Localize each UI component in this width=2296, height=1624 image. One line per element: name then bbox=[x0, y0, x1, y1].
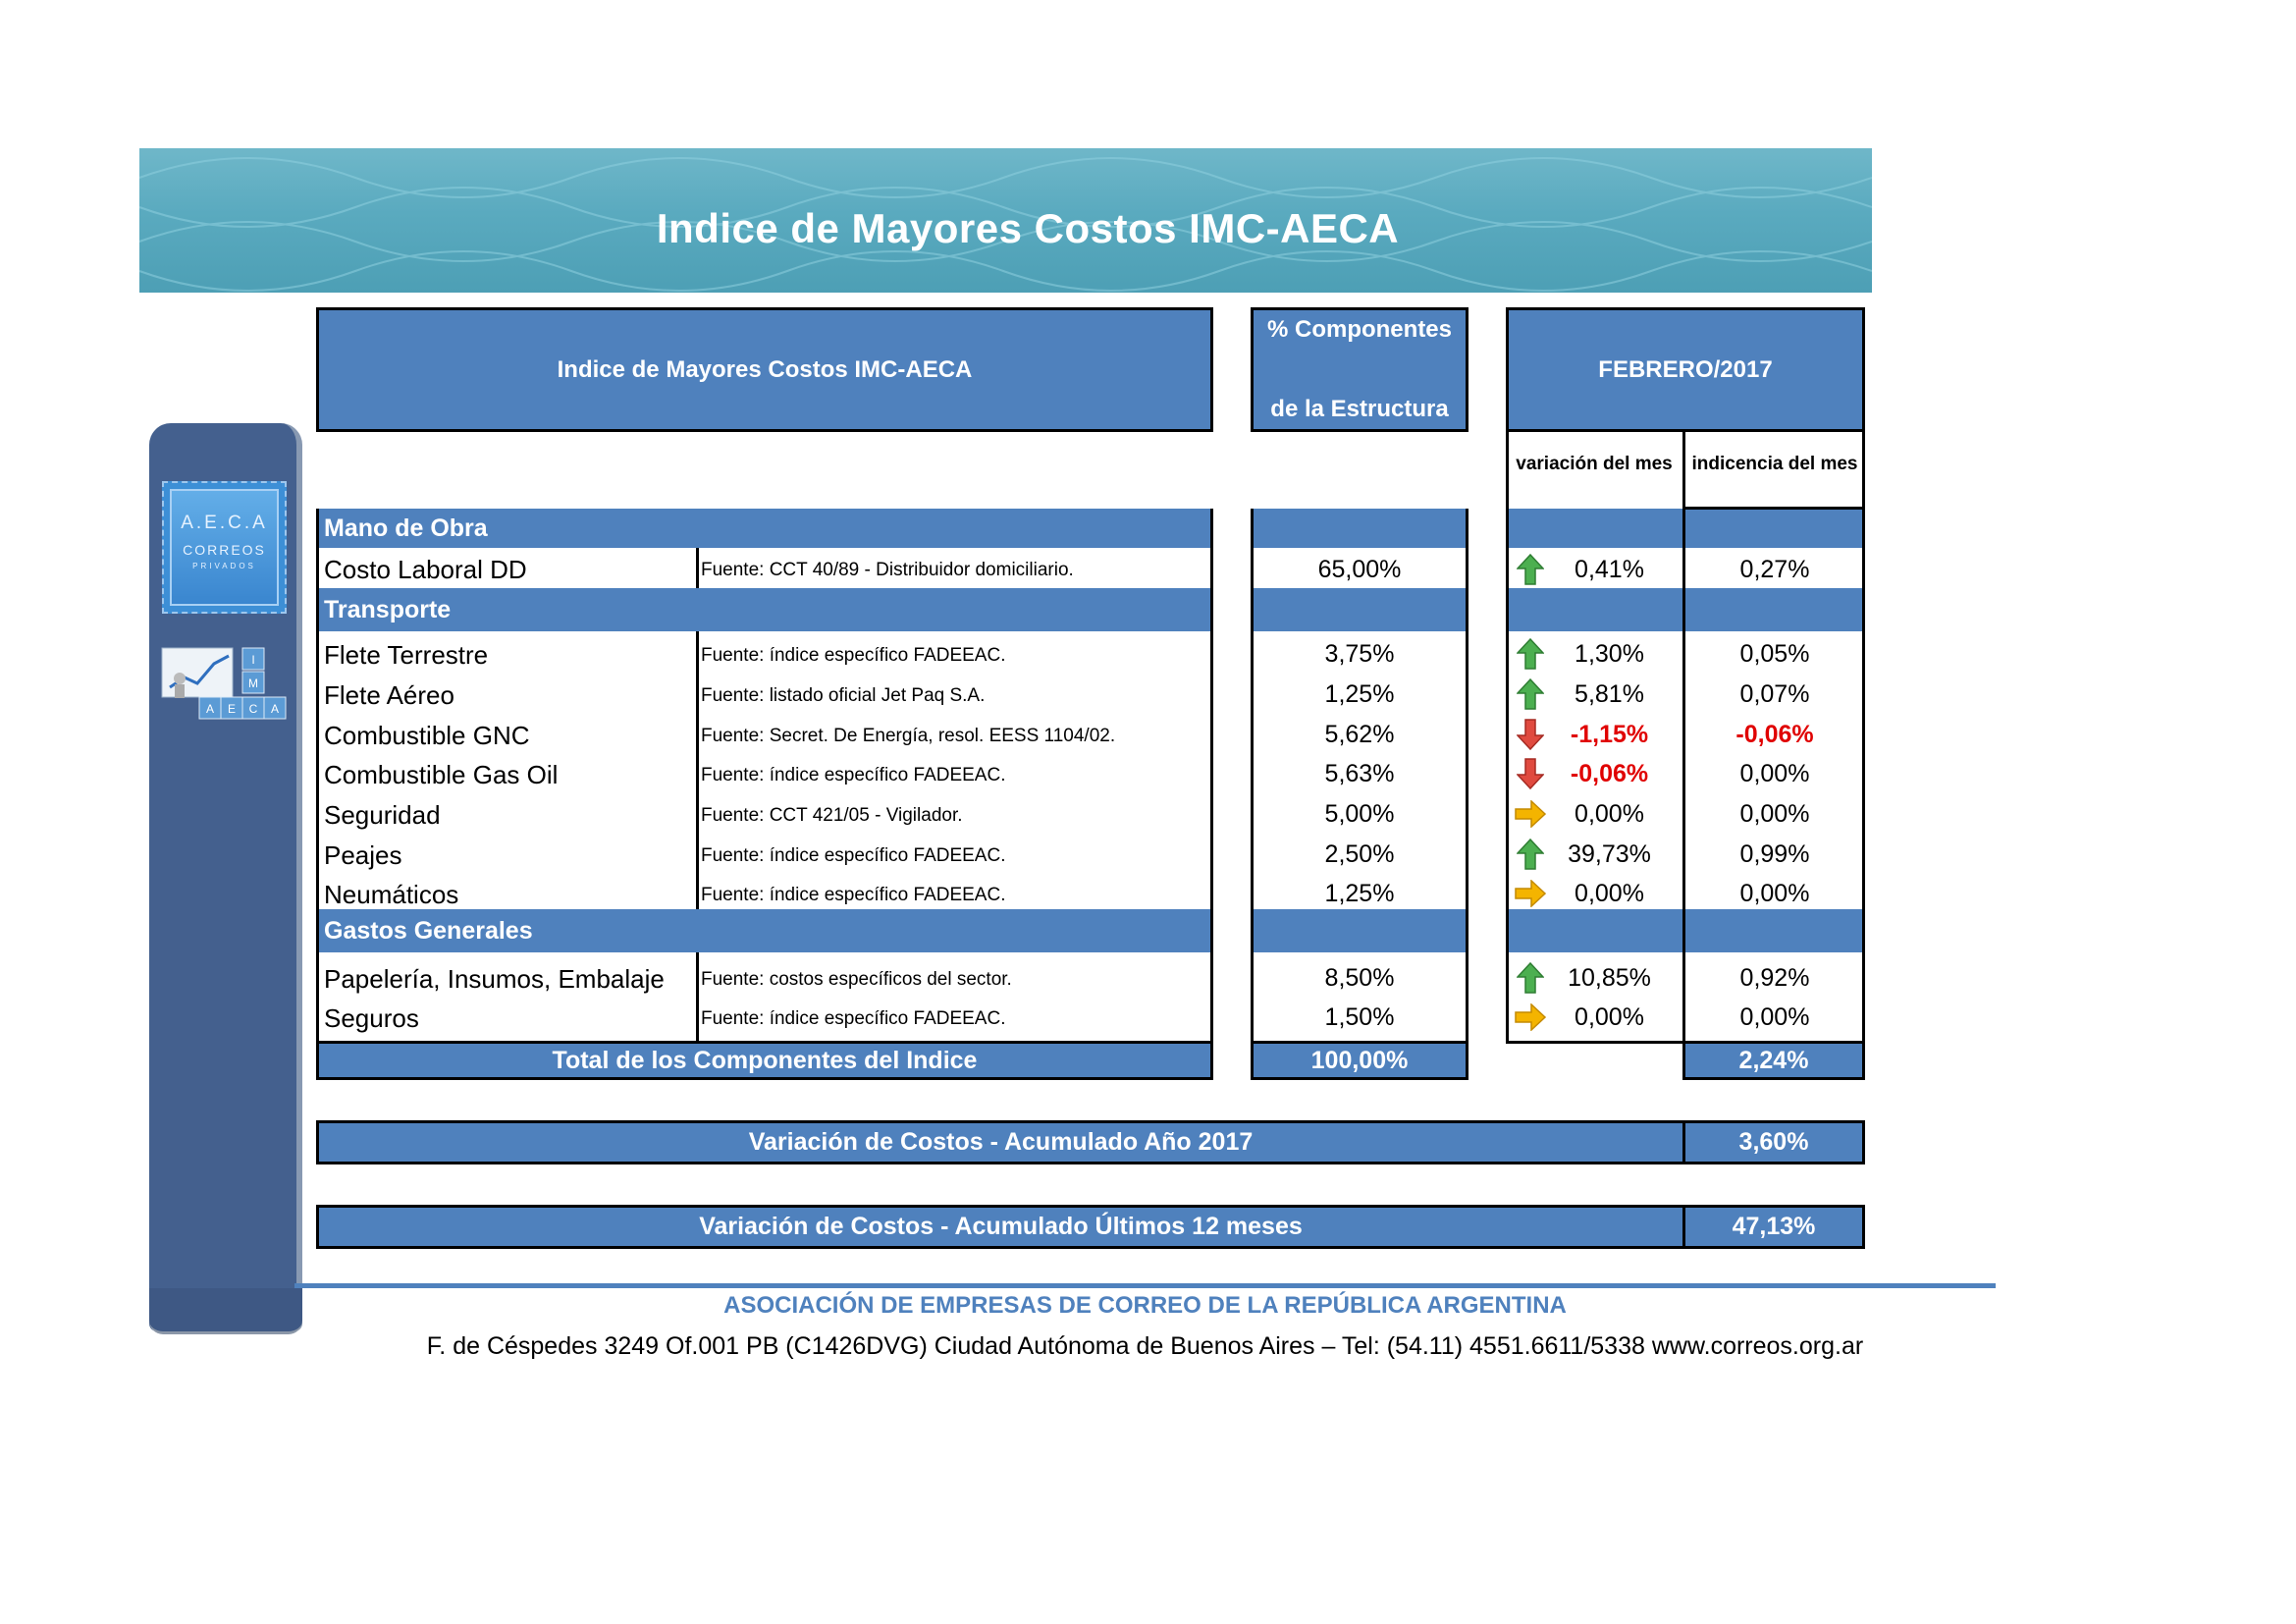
arrow-up-icon bbox=[1517, 962, 1544, 994]
row-name: Peajes bbox=[324, 840, 402, 870]
aeca-logo-privados: PRIVADOS bbox=[192, 562, 256, 570]
row-incidencia: 0,07% bbox=[1739, 680, 1810, 708]
row-incidencia: 0,05% bbox=[1739, 640, 1810, 668]
total-pct-cell bbox=[1251, 1041, 1468, 1080]
row-source: Fuente: Secret. De Energía, resol. EESS 1104/02. bbox=[701, 726, 1116, 746]
row-variacion: 0,00% bbox=[1575, 800, 1644, 828]
imaeca-logo bbox=[160, 644, 288, 728]
page-banner bbox=[139, 148, 1872, 293]
summary-anual-value: 3,60% bbox=[1738, 1128, 1809, 1156]
row-variacion: 0,41% bbox=[1575, 556, 1644, 583]
row-pct: 1,25% bbox=[1324, 880, 1395, 907]
row-source: Fuente: índice específico FADEEAC. bbox=[701, 845, 1006, 866]
table-header-title-text: Indice de Mayores Costos IMC-AECA bbox=[557, 355, 973, 383]
row-variacion: 0,00% bbox=[1575, 1003, 1644, 1031]
imaeca-letter-i: I bbox=[251, 653, 255, 667]
summary-doce-label-cell bbox=[316, 1205, 1685, 1249]
table-border bbox=[696, 631, 699, 909]
imaeca-letter-e: E bbox=[227, 702, 237, 716]
arrow-up-icon bbox=[1517, 638, 1544, 670]
row-name: Combustible GNC bbox=[324, 721, 530, 750]
section-bar-gastos-pct bbox=[1251, 909, 1468, 952]
aeca-logo-text: A.E.C.A bbox=[181, 513, 268, 533]
row-incidencia: 0,92% bbox=[1739, 964, 1810, 992]
subheader-incidencia: indicencia del mes bbox=[1691, 454, 1858, 474]
section-bar-transporte-vals bbox=[1506, 588, 1865, 631]
row-pct: 3,75% bbox=[1324, 640, 1395, 668]
table-header-pct bbox=[1251, 307, 1468, 432]
table-border bbox=[316, 509, 319, 1043]
section-transporte-label: Transporte bbox=[324, 596, 452, 623]
table-header-title bbox=[316, 307, 1213, 432]
summary-doce-value: 47,13% bbox=[1732, 1213, 1816, 1240]
section-mano-obra-label: Mano de Obra bbox=[324, 514, 488, 542]
arrow-right-icon bbox=[1515, 880, 1546, 907]
table-border bbox=[1682, 507, 1865, 510]
row-pct: 1,50% bbox=[1324, 1003, 1395, 1031]
section-bar-gastos bbox=[316, 909, 1213, 952]
row-pct: 5,62% bbox=[1324, 721, 1395, 748]
row-name: Papelería, Insumos, Embalaje bbox=[324, 964, 665, 994]
sidebar-base bbox=[149, 1288, 302, 1334]
row-incidencia: 0,00% bbox=[1739, 760, 1810, 787]
section-bar-mano-obra bbox=[316, 509, 1213, 548]
table-border bbox=[1682, 432, 1685, 1080]
row-incidencia: -0,06% bbox=[1735, 721, 1814, 748]
table-border bbox=[1862, 432, 1865, 1080]
row-incidencia: 0,27% bbox=[1739, 556, 1810, 583]
imaeca-logo-graphic bbox=[160, 644, 288, 728]
row-pct: 65,00% bbox=[1317, 556, 1402, 583]
total-label: Total de los Componentes del Indice bbox=[552, 1046, 978, 1074]
total-pct: 100,00% bbox=[1310, 1046, 1409, 1074]
section-gastos-label: Gastos Generales bbox=[324, 917, 533, 945]
arrow-right-icon bbox=[1515, 800, 1546, 828]
row-pct: 5,00% bbox=[1324, 800, 1395, 828]
row-source: Fuente: CCT 421/05 - Vigilador. bbox=[701, 805, 963, 826]
total-inc-cell bbox=[1682, 1041, 1865, 1080]
row-variacion: 5,81% bbox=[1575, 680, 1644, 708]
table-header-pct-line2: de la Estructura bbox=[1270, 396, 1449, 422]
imaeca-letter-a1: A bbox=[205, 702, 215, 716]
arrow-down-icon bbox=[1517, 758, 1544, 789]
page-title: Indice de Mayores Costos IMC-AECA bbox=[656, 205, 1400, 251]
row-variacion: 1,30% bbox=[1575, 640, 1644, 668]
row-pct: 1,25% bbox=[1324, 680, 1395, 708]
arrow-up-icon bbox=[1517, 678, 1544, 710]
row-source: Fuente: índice específico FADEEAC. bbox=[701, 765, 1006, 785]
row-variacion: -0,06% bbox=[1570, 760, 1649, 787]
row-name: Flete Terrestre bbox=[324, 640, 489, 670]
summary-anual-value-cell bbox=[1682, 1120, 1865, 1164]
summary-anual-label: Variación de Costos - Acumulado Año 2017 bbox=[748, 1128, 1254, 1156]
row-name: Neumáticos bbox=[324, 880, 459, 909]
arrow-down-icon bbox=[1517, 719, 1544, 750]
row-source: Fuente: índice específico FADEEAC. bbox=[701, 645, 1006, 666]
row-incidencia: 0,99% bbox=[1739, 840, 1810, 868]
imaeca-letter-m: M bbox=[248, 677, 258, 690]
footer-divider bbox=[294, 1283, 1996, 1288]
row-source: Fuente: CCT 40/89 - Distribuidor domiciliario. bbox=[701, 560, 1074, 580]
total-inc: 2,24% bbox=[1738, 1046, 1809, 1074]
section-bar-transporte-pct bbox=[1251, 588, 1468, 631]
arrow-up-icon bbox=[1517, 839, 1544, 870]
summary-anual-label-cell bbox=[316, 1120, 1685, 1164]
subheader-variacion: variación del mes bbox=[1516, 454, 1673, 474]
row-variacion: -1,15% bbox=[1570, 721, 1649, 748]
row-name: Flete Aéreo bbox=[324, 680, 454, 710]
table-border bbox=[1506, 432, 1509, 1043]
row-name: Seguros bbox=[324, 1003, 419, 1033]
row-source: Fuente: índice específico FADEEAC. bbox=[701, 885, 1006, 905]
imaeca-letter-a2: A bbox=[270, 702, 280, 716]
table-border bbox=[696, 952, 699, 1043]
row-pct: 5,63% bbox=[1324, 760, 1395, 787]
table-border bbox=[1210, 509, 1213, 1043]
row-incidencia: 0,00% bbox=[1739, 1003, 1810, 1031]
arrow-up-icon bbox=[1517, 554, 1544, 585]
row-incidencia: 0,00% bbox=[1739, 880, 1810, 907]
section-bar-mano-obra-pct bbox=[1251, 509, 1468, 548]
imaeca-letter-c: C bbox=[248, 702, 258, 716]
table-header-period-text: FEBRERO/2017 bbox=[1598, 355, 1773, 383]
row-source: Fuente: costos específicos del sector. bbox=[701, 969, 1012, 990]
section-bar-mano-obra-vals bbox=[1506, 509, 1865, 548]
arrow-right-icon bbox=[1515, 1003, 1546, 1031]
row-incidencia: 0,00% bbox=[1739, 800, 1810, 828]
row-name: Costo Laboral DD bbox=[324, 555, 527, 584]
table-border bbox=[1251, 509, 1254, 1043]
total-label-cell bbox=[316, 1041, 1213, 1080]
footer-organization: ASOCIACIÓN DE EMPRESAS DE CORREO DE LA REPÚBLICA ARGENTINA bbox=[723, 1292, 1567, 1319]
table-border bbox=[1506, 1041, 1682, 1044]
row-variacion: 10,85% bbox=[1568, 964, 1651, 992]
row-name: Seguridad bbox=[324, 800, 441, 830]
row-source: Fuente: listado oficial Jet Paq S.A. bbox=[701, 685, 986, 706]
table-border bbox=[1466, 509, 1468, 1043]
table-header-pct-line1: % Componentes bbox=[1266, 316, 1452, 343]
summary-doce-label: Variación de Costos - Acumulado Últimos 12 meses bbox=[699, 1213, 1303, 1240]
row-pct: 2,50% bbox=[1324, 840, 1395, 868]
table-border bbox=[696, 548, 699, 588]
summary-doce-value-cell bbox=[1682, 1205, 1865, 1249]
row-variacion: 0,00% bbox=[1575, 880, 1644, 907]
section-bar-gastos-vals bbox=[1506, 909, 1865, 952]
row-pct: 8,50% bbox=[1324, 964, 1395, 992]
footer-address: F. de Céspedes 3249 Of.001 PB (C1426DVG) Ciudad Autónoma de Buenos Aires – Tel: (54.11) 4551.6611/5338 www.correos.org.ar bbox=[426, 1332, 1864, 1360]
row-variacion: 39,73% bbox=[1568, 840, 1651, 868]
table-header-period bbox=[1506, 307, 1865, 432]
row-source: Fuente: índice específico FADEEAC. bbox=[701, 1008, 1006, 1029]
aeca-logo-correos: CORREOS bbox=[183, 542, 266, 558]
section-bar-transporte bbox=[316, 588, 1213, 631]
aeca-logo bbox=[162, 481, 287, 614]
row-name: Combustible Gas Oil bbox=[324, 760, 559, 789]
